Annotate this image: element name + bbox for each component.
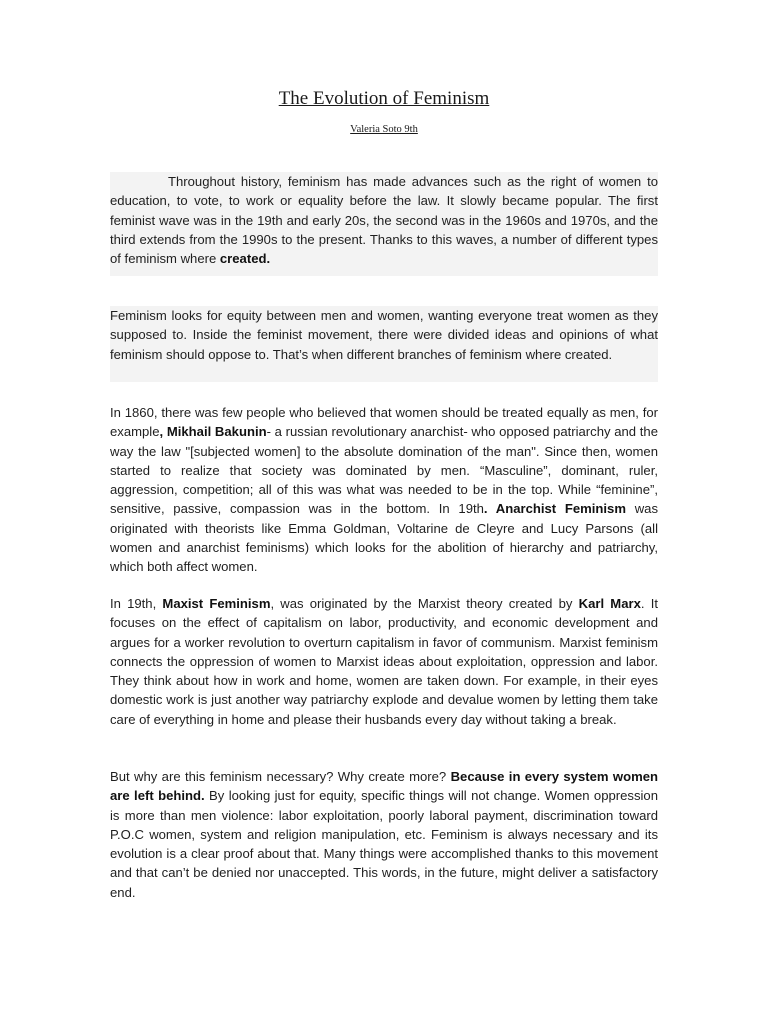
paragraph-anarchist xyxy=(110,403,658,577)
paragraph-conclusion-text-1: But why are this feminism necessary? Why create more? xyxy=(110,769,451,784)
paragraph-anarchist-text-3: was originated with theorists like Emma Goldman, Voltarine de Cleyre and Lucy Parsons (all women and anarchist feminisms) which looks for the abolition of hierarchy and patriarchy, which both affect women. xyxy=(110,501,658,575)
paragraph-anarchist-bold-2: . Anarchist Feminism xyxy=(483,501,626,517)
paragraph-marxist xyxy=(110,594,658,729)
paragraph-intro xyxy=(110,172,658,276)
paragraph-equity-text: Feminism looks for equity between men and women, wanting everyone treat women as they supposed to. Inside the feminist movement, there were divided ideas and opinions of what feminism should oppose to. That’s when different branches of feminism where created. xyxy=(110,308,658,362)
paragraph-marxist-bold-1: Maxist Feminism xyxy=(162,596,271,611)
paragraph-conclusion-bold-1: Because in every system women are left behind. xyxy=(110,769,659,804)
paragraph-marxist-bold-2: Karl Marx xyxy=(578,596,641,611)
paragraph-conclusion xyxy=(110,767,658,902)
paragraph-marxist-text-1: In 19th, xyxy=(110,596,163,611)
document-title: The Evolution of Feminism xyxy=(278,88,490,109)
paragraph-marxist-text-3: . It focuses on the effect of capitalism on labor, productivity, and economic development and argues for a worker revolution to overturn capitalism in favor of communism. Marxist feminism connects the oppression of women to Marxist ideas about exploitation, oppression and labor. They think about how in work and home, women are taken down. For example, in their eyes domestic work is just another way patriarchy explode and devalue women by letting them take care of everything in home and please their husbands every day without taking a break. xyxy=(110,596,658,727)
paragraph-anarchist-bold-1: , Mikhail Bakunin xyxy=(159,424,267,440)
paragraph-anarchist-text-2: - a russian revolutionary anarchist- who opposed patriarchy and the way the law "[subjected women] to the absolute domination of the man". Since then, women started to realize that society was dominated by men. “Masculine”, dominant, ruler, aggression, competition; all of this was what was needed to be in the top. While “feminine”, sensitive, passive, compassion was in the bottom. In 19th xyxy=(110,424,658,517)
paragraph-marxist-text-2: , was originated by the Marxist theory created by xyxy=(270,596,579,611)
paragraph-anarchist-text-1: In 1860, there was few people who believed that women should be treated equally as men, for example xyxy=(110,405,658,440)
paragraph-conclusion-text-2: By looking just for equity, specific things will not change. Women oppression is more than men violence: labor exploitation, poorly laboral payment, discrimination toward P.O.C women, system and religion manipulation, etc. Feminism is always necessary and its evolution is a clear proof about that. Many things were accomplished thanks to this movement and that can’t be denied nor unaccepted. This words, in the future, might deliver a satisfactory end. xyxy=(110,788,658,900)
paragraph-intro-text: Throughout history, feminism has made advances such as the right of women to education, to vote, to work or equality before the law. It slowly became popular. The first feminist wave was in the 19th and early 20s, the second was in the 1960s and 1970s, and the third extends from the 1990s to the present. Thanks to this waves, a number of different types of feminism where xyxy=(110,174,658,267)
paragraph-equity xyxy=(110,306,658,382)
document-author: Valeria Soto 9th xyxy=(350,124,418,135)
paragraph-intro-bold: created. xyxy=(219,251,271,267)
